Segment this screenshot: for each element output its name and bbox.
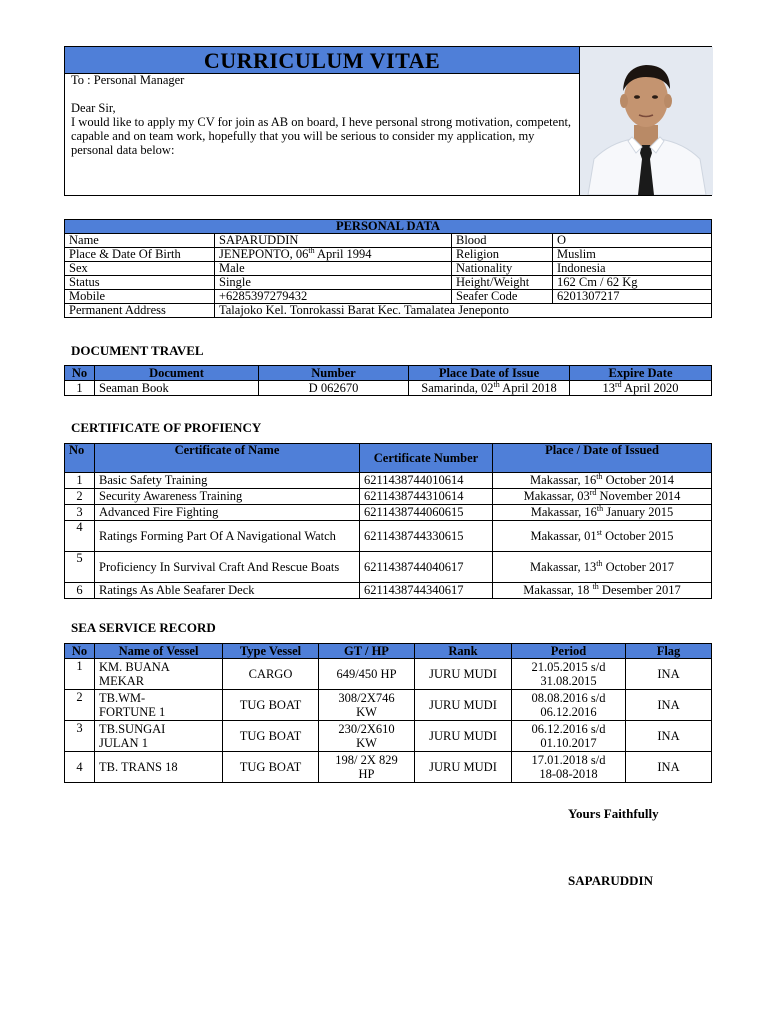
value-birth: JENEPONTO, 06th April 1994 [215,248,452,262]
sea-gt: 308/2X746 KW [319,690,415,721]
col-vessel: Name of Vessel [95,644,223,659]
sea-no: 1 [65,659,95,690]
cert-no: 1 [65,473,95,489]
col-expire: Expire Date [570,366,712,381]
letter-recipient: To : Personal Manager [71,73,185,87]
document-travel-table [64,365,712,396]
cover-letter [71,73,577,157]
sea-no: 2 [65,690,95,721]
doc-expire: 13rd April 2020 [570,381,712,396]
cert-no: 2 [65,489,95,505]
cert-issued: Makassar, 16th October 2014 [493,473,712,489]
letter-greeting: Dear Sir, [71,101,116,115]
profile-photo [579,47,713,195]
label-address: Permanent Address [65,304,215,318]
label-sex: Sex [65,262,215,276]
personal-data-heading: PERSONAL DATA [65,220,712,234]
value-blood: O [553,234,712,248]
table-row [65,234,712,248]
col-rank: Rank [415,644,512,659]
value-sex: Male [215,262,452,276]
label-status: Status [65,276,215,290]
col-certificate-name: Certificate of Name [95,444,360,473]
sea-flag: INA [626,752,712,783]
document-travel-heading: DOCUMENT TRAVEL [71,343,204,358]
col-gt-hp: GT / HP [319,644,415,659]
personal-data-table [64,219,712,318]
cert-issued: Makassar, 18 $^{th}$ Desember 2017 [493,583,712,599]
table-row [65,304,712,318]
sea-gt: 649/450 HP [319,659,415,690]
cert-issued: Makassar, 03rd November 2014 [493,489,712,505]
label-mobile: Mobile [65,290,215,304]
cert-name: Ratings Forming Part Of A Navigational Watch [95,521,360,552]
cert-issued: Makassar, 13th October 2017 [493,552,712,583]
profile-photo-graphic [580,47,713,195]
value-mobile: +6285397279432 [215,290,452,304]
table-row [65,505,712,521]
table-row [65,659,712,690]
cert-name: Advanced Fire Fighting [95,505,360,521]
sea-rank: JURU MUDI [415,752,512,783]
table-row [65,489,712,505]
value-height-weight: 162 Cm / 62 Kg [553,276,712,290]
certificate-heading: CERTIFICATE OF PROFIENCY [71,420,262,435]
sea-period: 08.08.2016 s/d 06.12.2016 [512,690,626,721]
sea-type: CARGO [223,659,319,690]
sea-period: 21.05.2015 s/d 31.08.2015 [512,659,626,690]
closing-text: Yours Faithfully [568,806,659,821]
cert-number: 6211438744010614 [360,473,493,489]
doc-number: D 062670 [259,381,409,396]
doc-name: Seaman Book [95,381,259,396]
sea-flag: INA [626,690,712,721]
value-nationality: Indonesia [553,262,712,276]
table-row [65,290,712,304]
sea-vessel: KM. BUANA MEKAR [95,659,223,690]
sea-vessel: TB.WM- FORTUNE 1 [95,690,223,721]
col-no: No [65,644,95,659]
cert-number: 6211438744040617 [360,552,493,583]
table-row [65,690,712,721]
cv-title: CURRICULUM VITAE [65,47,579,74]
cert-no: 5 [65,552,95,583]
col-no: No [65,444,95,473]
sea-type: TUG BOAT [223,690,319,721]
cert-issued: Makassar, 16th January 2015 [493,505,712,521]
label-height-weight: Height/Weight [452,276,553,290]
value-seafer-code: 6201307217 [553,290,712,304]
sea-gt: 198/ 2X 829 HP [319,752,415,783]
sea-rank: JURU MUDI [415,721,512,752]
value-address: Talajoko Kel. Tonrokassi Barat Kec. Tamalatea Jeneponto [215,304,712,318]
cert-number: 6211438744340617 [360,583,493,599]
sea-no: 4 [65,752,95,783]
sea-service-heading: SEA SERVICE RECORD [71,620,216,635]
label-name: Name [65,234,215,248]
value-name: SAPARUDDIN [215,234,452,248]
cert-number: 6211438744060615 [360,505,493,521]
doc-issue: Samarinda, 02th April 2018 [409,381,570,396]
col-number: Number [259,366,409,381]
table-row [65,521,712,552]
table-row [65,583,712,599]
table-row [65,752,712,783]
cert-name: Security Awareness Training [95,489,360,505]
table-row [65,248,712,262]
cert-name: Ratings As Able Seafarer Deck [95,583,360,599]
label-nationality: Nationality [452,262,553,276]
label-religion: Religion [452,248,553,262]
label-birth: Place & Date Of Birth [65,248,215,262]
table-row [65,262,712,276]
table-row [65,381,712,396]
sea-gt: 230/2X610 KW [319,721,415,752]
value-religion: Muslim [553,248,712,262]
sea-vessel: TB.SUNGAI JULAN 1 [95,721,223,752]
label-seafer-code: Seafer Code [452,290,553,304]
sea-type: TUG BOAT [223,752,319,783]
cert-no: 6 [65,583,95,599]
col-period: Period [512,644,626,659]
sea-rank: JURU MUDI [415,659,512,690]
cert-name: Proficiency In Survival Craft And Rescue Boats [95,552,360,583]
signature-name: SAPARUDDIN [568,873,653,888]
col-certificate-number: Certificate Number [360,444,493,473]
sea-service-table [64,643,712,783]
col-issue: Place Date of Issue [409,366,570,381]
sea-flag: INA [626,659,712,690]
value-status: Single [215,276,452,290]
cert-no: 4 [65,521,95,552]
label-blood: Blood [452,234,553,248]
col-flag: Flag [626,644,712,659]
col-no: No [65,366,95,381]
sea-period: 06.12.2016 s/d 01.10.2017 [512,721,626,752]
cert-number: 6211438744330615 [360,521,493,552]
cert-name: Basic Safety Training [95,473,360,489]
sea-flag: INA [626,721,712,752]
letter-spacer [71,87,577,101]
col-place-date: Place / Date of Issued [493,444,712,473]
cert-issued: Makassar, 01st October 2015 [493,521,712,552]
letter-body: I would like to apply my CV for join as AB on board, I heve personal strong motivation, competent, capable and on team work, hopefully that you will be serious to consider my application, my personal data below: [71,115,572,157]
col-document: Document [95,366,259,381]
table-row [65,552,712,583]
sea-vessel: TB. TRANS 18 [95,752,223,783]
sea-type: TUG BOAT [223,721,319,752]
table-row [65,276,712,290]
sea-period: 17.01.2018 s/d 18-08-2018 [512,752,626,783]
col-type: Type Vessel [223,644,319,659]
table-row [65,721,712,752]
sea-no: 3 [65,721,95,752]
doc-no: 1 [65,381,95,396]
sea-rank: JURU MUDI [415,690,512,721]
cert-number: 6211438744310614 [360,489,493,505]
certificate-table [64,443,712,599]
cv-header-box [64,46,712,196]
cert-no: 3 [65,505,95,521]
table-row [65,473,712,489]
